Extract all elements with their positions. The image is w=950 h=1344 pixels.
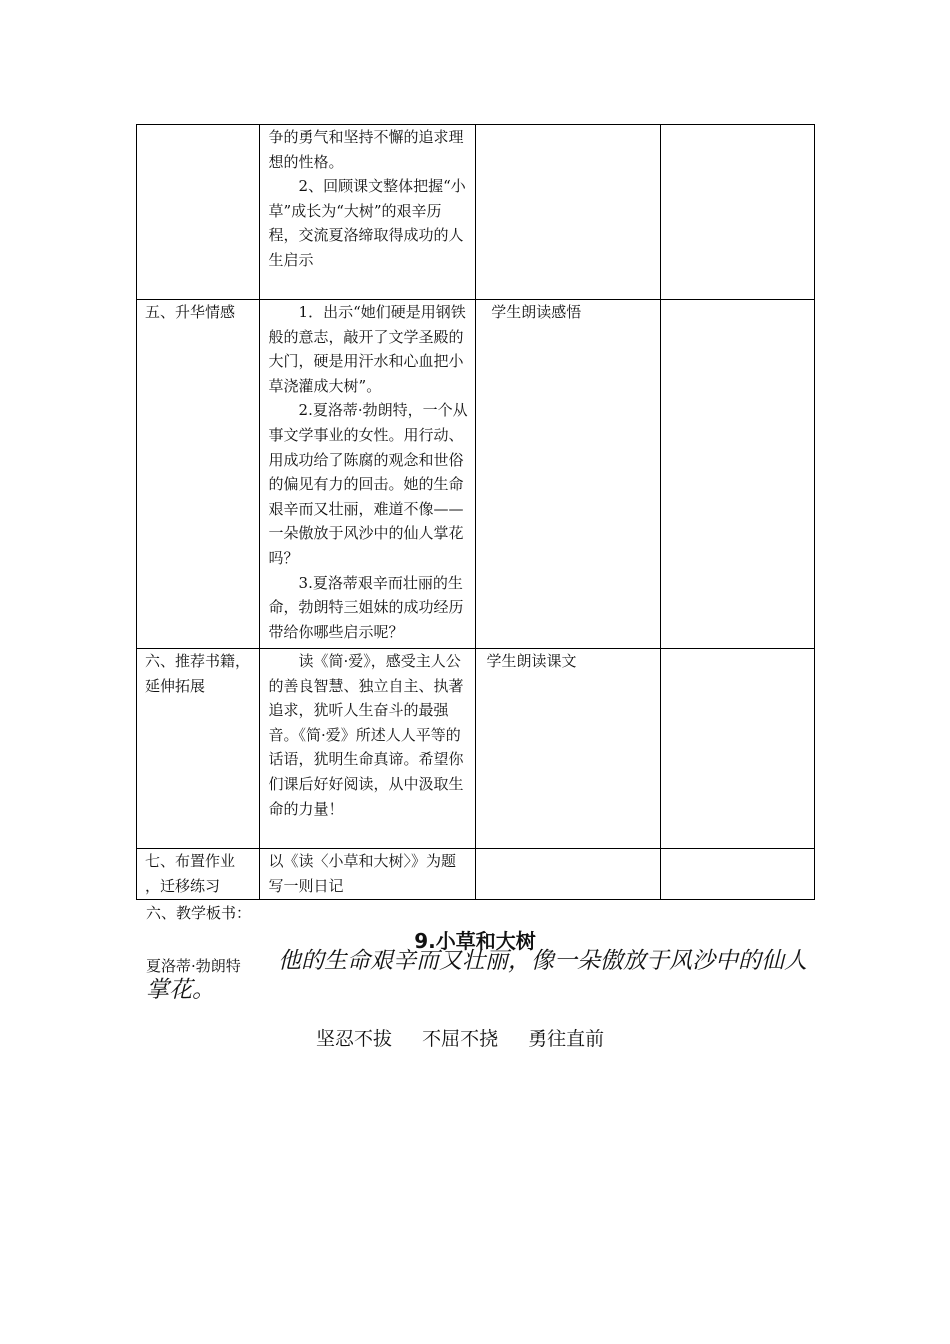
student-activity-cell	[476, 300, 661, 649]
board-title-text: 9.小草和大树	[414, 929, 536, 953]
board-sentence: 他的生命艰辛而又壮丽，像一朵傲放于风沙中的仙人掌花。	[146, 948, 807, 1003]
teacher-activity-paragraph: 2、回顾课文整体把握“小草”成长为“大树”的艰辛历程，交流夏洛缔取得成功的人生启示	[268, 177, 466, 269]
step-title: 延伸拓展	[145, 676, 206, 695]
lesson-plan-table	[136, 124, 815, 900]
step-title: ，迁移练习	[145, 876, 221, 895]
step-cell	[137, 649, 260, 849]
teacher-activity-paragraph: 1．出示“她们硬是用钢铁般的意志，敲开了文学圣殿的大门，硬是用汗水和心血把小草浇灌成大树”。	[268, 303, 466, 395]
table-row	[137, 125, 815, 300]
student-activity-text: 学生朗读感悟	[486, 303, 582, 321]
board-author: 夏洛蒂·勃朗特	[146, 957, 241, 975]
note-cell	[661, 300, 815, 649]
step-title: 五、升华情感	[145, 303, 236, 321]
teacher-activity-paragraph: 争的勇气和坚持不懈的追求理想的性格。	[268, 128, 464, 171]
teacher-activity-paragraph: 3.夏洛蒂艰辛而壮丽的生命，勃朗特三姐妹的成功经历带给你哪些启示呢？	[268, 573, 464, 641]
teacher-activity-cell	[259, 125, 476, 300]
teacher-activity-cell	[259, 849, 476, 900]
step-title: 六、推荐书籍，	[145, 652, 251, 670]
board-section-label: 六、教学板书：	[146, 904, 252, 922]
board-keyword: 勇往直前	[528, 1028, 605, 1050]
step-cell	[137, 125, 260, 300]
table-row	[137, 649, 815, 849]
student-activity-cell	[476, 649, 661, 849]
table-row	[137, 300, 815, 649]
step-cell	[137, 849, 260, 900]
teacher-activity-cell	[259, 300, 476, 649]
student-activity-cell	[476, 849, 661, 900]
board-keywords	[316, 1024, 628, 1051]
student-activity-cell	[476, 125, 661, 300]
note-cell	[661, 849, 815, 900]
note-cell	[661, 125, 815, 300]
teacher-activity-cell	[259, 649, 476, 849]
step-cell	[137, 300, 260, 649]
teacher-activity-paragraph: 2.夏洛蒂·勃朗特，一个从事文学事业的女性。用行动、用成功给了陈腐的观念和世俗的偏见有力的回击。她的生命艰辛而又壮丽，难道不像——一朵傲放于风沙中的仙人掌花吗？	[268, 401, 468, 567]
board-keyword: 不屈不挠	[422, 1028, 499, 1050]
lesson-plan-table-body	[137, 125, 815, 900]
note-cell	[661, 649, 815, 849]
step-title: 七、布置作业	[145, 852, 236, 870]
teacher-activity-paragraph: 读《简·爱》，感受主人公的善良智慧、独立自主、执著追求，犹听人生奋斗的最强音。《简·爱》所述人人平等的话语，犹明生命真谛。希望你们课后好好阅读，从中汲取生命的力量！	[268, 652, 464, 818]
table-row	[137, 849, 815, 900]
teacher-activity-paragraph: 以《读〈小草和大树〉》为题写一则日记	[268, 852, 457, 895]
student-activity-text: 学生朗读课文	[486, 652, 577, 670]
board-keyword: 坚忍不拔	[316, 1028, 393, 1050]
